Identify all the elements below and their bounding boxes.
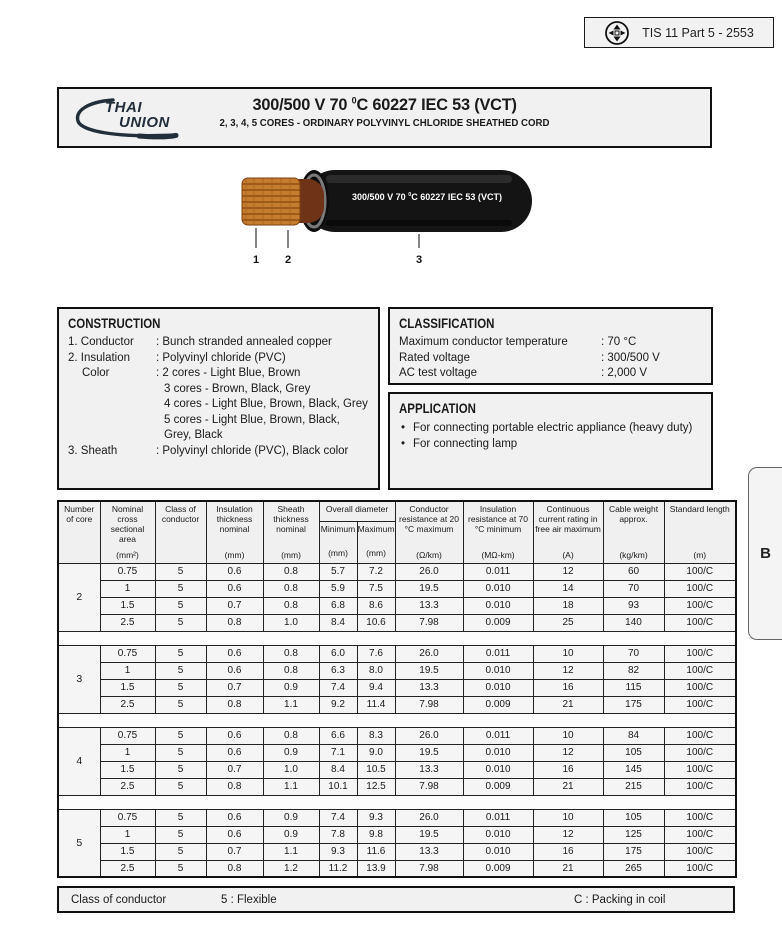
col-header-diameter-max: Maximum (mm)	[357, 521, 395, 563]
data-cell: 16	[533, 761, 603, 778]
data-cell: 0.7	[206, 761, 263, 778]
construction-row	[68, 413, 369, 444]
construction-label: Color	[82, 367, 110, 379]
table-row	[58, 696, 736, 713]
data-cell: 10	[533, 645, 603, 662]
data-cell: 105	[603, 744, 664, 761]
data-cell: 70	[603, 645, 664, 662]
data-cell: 9.0	[357, 744, 395, 761]
data-cell: 19.5	[395, 580, 463, 597]
data-cell: 16	[533, 679, 603, 696]
data-cell: 2.5	[100, 778, 155, 795]
data-cell: 5	[155, 761, 206, 778]
data-cell: 100/C	[664, 696, 736, 713]
data-cell: 0.6	[206, 645, 263, 662]
construction-value: 3 cores - Brown, Black, Grey	[164, 382, 311, 395]
data-cell: 115	[603, 679, 664, 696]
data-cell: 0.75	[100, 563, 155, 580]
construction-value: : Polyvinyl chloride (PVC)	[156, 351, 286, 364]
construction-row	[68, 382, 369, 398]
construction-title: CONSTRUCTION	[68, 315, 161, 331]
data-cell: 5	[155, 696, 206, 713]
spacer-cell	[58, 631, 736, 645]
footer-packing-note: C : Packing in coil	[574, 894, 666, 906]
footer-class-label: Class of conductor	[71, 894, 167, 906]
spacer-row	[58, 713, 736, 727]
data-cell: 21	[533, 860, 603, 877]
table-row	[58, 597, 736, 614]
data-cell: 1.1	[263, 778, 319, 795]
core-group-4	[58, 727, 736, 795]
table-row	[58, 809, 736, 826]
core-count-cell: 5	[58, 809, 100, 877]
data-cell: 6.3	[319, 662, 357, 679]
construction-label	[68, 397, 156, 413]
data-cell: 7.98	[395, 696, 463, 713]
data-cell: 105	[603, 809, 664, 826]
data-cell: 1.1	[263, 843, 319, 860]
data-cell: 21	[533, 778, 603, 795]
data-cell: 100/C	[664, 744, 736, 761]
construction-label	[68, 413, 156, 444]
data-cell: 10.1	[319, 778, 357, 795]
data-cell: 0.009	[463, 860, 533, 877]
data-cell: 11.4	[357, 696, 395, 713]
col-header-sheath-thickness: Sheath thickness nominal (mm)	[263, 501, 319, 563]
spacer-row	[58, 795, 736, 809]
cable-label-1: 1	[252, 254, 260, 266]
construction-box	[57, 307, 380, 490]
construction-label	[68, 382, 156, 398]
data-cell: 13.3	[395, 761, 463, 778]
data-cell: 1.2	[263, 860, 319, 877]
cable-print-text: 300/500 V 70 $^0$C 60227 IEC 53 (VCT)	[351, 192, 503, 204]
construction-value: : Polyvinyl chloride (PVC), Black color	[156, 444, 349, 457]
spacer-cell	[58, 795, 736, 809]
data-cell: 5	[155, 580, 206, 597]
data-cell: 5	[155, 727, 206, 744]
group-spacer	[58, 631, 736, 645]
data-cell: 26.0	[395, 809, 463, 826]
data-cell: 0.010	[463, 826, 533, 843]
logo-text-union: UNION	[119, 114, 170, 131]
construction-value: 5 cores - Light Blue, Brown, Black, Grey, Black	[164, 413, 340, 441]
data-cell: 60	[603, 563, 664, 580]
data-cell: 100/C	[664, 843, 736, 860]
data-cell: 1	[100, 580, 155, 597]
core-group-2	[58, 563, 736, 631]
data-cell: 5	[155, 645, 206, 662]
section-index-letter: B	[760, 545, 771, 562]
table-row	[58, 860, 736, 877]
data-cell: 0.011	[463, 645, 533, 662]
col-header-conductor-resistance: Conductor resistance at 20 °C maximum (Ω/km)	[395, 501, 463, 563]
data-cell: 8.6	[357, 597, 395, 614]
data-cell: 125	[603, 826, 664, 843]
spacer-row	[58, 631, 736, 645]
data-cell: 7.98	[395, 778, 463, 795]
data-cell: 7.98	[395, 614, 463, 631]
col-header-nominal-area: Nominal cross sectional area (mm²)	[100, 501, 155, 563]
data-cell: 7.6	[357, 645, 395, 662]
data-cell: 1	[100, 662, 155, 679]
document-title: 300/500 V 70 $^0$C 60227 IEC 53 (VCT)	[252, 95, 517, 114]
data-cell: 10	[533, 809, 603, 826]
data-cell: 0.009	[463, 778, 533, 795]
data-cell: 12	[533, 826, 603, 843]
construction-value: 4 cores - Light Blue, Brown, Black, Grey	[164, 398, 368, 410]
data-cell: 0.7	[206, 843, 263, 860]
data-cell: 8.0	[357, 662, 395, 679]
data-cell: 10	[533, 727, 603, 744]
data-cell: 0.7	[206, 597, 263, 614]
construction-label: 3. Sheath	[68, 444, 118, 457]
data-cell: 84	[603, 727, 664, 744]
data-cell: 12.5	[357, 778, 395, 795]
data-cell: 19.5	[395, 744, 463, 761]
data-cell: 13.3	[395, 843, 463, 860]
table-row	[58, 843, 736, 860]
classification-row	[399, 366, 702, 382]
data-cell: 8.4	[319, 614, 357, 631]
data-cell: 0.8	[263, 597, 319, 614]
construction-value: : 2 cores - Light Blue, Brown	[156, 367, 301, 379]
data-cell: 1.5	[100, 761, 155, 778]
data-cell: 16	[533, 843, 603, 860]
data-cell: 1.5	[100, 597, 155, 614]
data-cell: 0.9	[263, 809, 319, 826]
cable-label-3: 3	[415, 254, 423, 266]
data-cell: 175	[603, 843, 664, 860]
classification-value: : 70 °C	[601, 336, 637, 348]
data-cell: 26.0	[395, 645, 463, 662]
data-cell: 0.011	[463, 563, 533, 580]
data-cell: 0.75	[100, 645, 155, 662]
data-cell: 9.4	[357, 679, 395, 696]
cable-label-2: 2	[284, 254, 292, 266]
data-cell: 0.010	[463, 597, 533, 614]
application-list	[399, 420, 702, 452]
section-index-tab[interactable]	[748, 467, 782, 640]
data-cell: 0.8	[263, 645, 319, 662]
data-cell: 0.011	[463, 809, 533, 826]
construction-row	[68, 444, 369, 460]
data-cell: 0.8	[263, 662, 319, 679]
data-cell: 7.4	[319, 809, 357, 826]
core-count-cell: 4	[58, 727, 100, 795]
core-count-cell: 2	[58, 563, 100, 631]
data-cell: 6.0	[319, 645, 357, 662]
specification-table	[57, 500, 737, 878]
table-row	[58, 679, 736, 696]
data-cell: 2.5	[100, 696, 155, 713]
table-row	[58, 744, 736, 761]
data-cell: 0.9	[263, 744, 319, 761]
classification-label: Maximum conductor temperature	[399, 336, 568, 348]
data-cell: 7.1	[319, 744, 357, 761]
classification-value: : 2,000 V	[601, 367, 648, 379]
classification-row	[399, 351, 702, 367]
application-item: • For connecting lamp	[399, 436, 702, 452]
data-cell: 0.6	[206, 662, 263, 679]
data-cell: 0.010	[463, 761, 533, 778]
data-cell: 8.4	[319, 761, 357, 778]
data-cell: 7.4	[319, 679, 357, 696]
construction-row	[68, 335, 369, 351]
data-cell: 11.6	[357, 843, 395, 860]
data-cell: 12	[533, 563, 603, 580]
data-cell: 0.010	[463, 843, 533, 860]
table-row	[58, 761, 736, 778]
data-cell: 0.9	[263, 826, 319, 843]
data-cell: 0.75	[100, 727, 155, 744]
core-group-3	[58, 645, 736, 713]
data-cell: 10.6	[357, 614, 395, 631]
data-cell: 0.6	[206, 580, 263, 597]
classification-value: : 300/500 V	[601, 351, 660, 364]
data-cell: 100/C	[664, 761, 736, 778]
construction-label: 1. Conductor	[68, 336, 134, 348]
tis-standard-badge	[584, 17, 774, 48]
table-row	[58, 727, 736, 744]
application-title: APPLICATION	[399, 400, 476, 416]
data-cell: 0.8	[263, 563, 319, 580]
data-cell: 0.6	[206, 744, 263, 761]
title-header-box	[57, 87, 712, 148]
classification-title: CLASSIFICATION	[399, 315, 495, 331]
data-cell: 100/C	[664, 826, 736, 843]
cable-illustration	[236, 166, 546, 271]
data-cell: 0.010	[463, 744, 533, 761]
data-cell: 9.3	[319, 843, 357, 860]
data-cell: 5	[155, 679, 206, 696]
data-cell: 100/C	[664, 580, 736, 597]
spacer-cell	[58, 713, 736, 727]
data-cell: 5	[155, 843, 206, 860]
data-cell: 6.8	[319, 597, 357, 614]
data-cell: 2.5	[100, 860, 155, 877]
table-row	[58, 826, 736, 843]
data-cell: 5	[155, 860, 206, 877]
data-cell: 0.8	[206, 614, 263, 631]
data-cell: 1.5	[100, 843, 155, 860]
construction-value: : Bunch stranded annealed copper	[156, 336, 332, 348]
data-cell: 0.8	[206, 696, 263, 713]
construction-row	[68, 366, 369, 382]
data-cell: 0.8	[206, 778, 263, 795]
data-cell: 13.9	[357, 860, 395, 877]
data-cell: 5.9	[319, 580, 357, 597]
data-cell: 19.5	[395, 826, 463, 843]
data-cell: 265	[603, 860, 664, 877]
data-cell: 9.8	[357, 826, 395, 843]
data-cell: 5	[155, 614, 206, 631]
data-cell: 0.009	[463, 614, 533, 631]
data-cell: 1.5	[100, 679, 155, 696]
data-cell: 0.6	[206, 809, 263, 826]
data-cell: 7.2	[357, 563, 395, 580]
data-cell: 215	[603, 778, 664, 795]
table-row	[58, 778, 736, 795]
construction-row	[68, 397, 369, 413]
col-header-class: Class of conductor	[155, 501, 206, 563]
footer-class-value: 5 : Flexible	[221, 894, 277, 906]
data-cell: 5	[155, 826, 206, 843]
data-cell: 9.3	[357, 809, 395, 826]
data-cell: 5	[155, 662, 206, 679]
data-cell: 0.009	[463, 696, 533, 713]
col-header-standard-length: Standard length (m)	[664, 501, 736, 563]
logo-text-thai: THAI	[105, 99, 142, 116]
tis-standard-number: TIS 11 Part 5 - 2553	[642, 25, 754, 40]
data-cell: 6.6	[319, 727, 357, 744]
data-cell: 0.8	[206, 860, 263, 877]
data-cell: 5.7	[319, 563, 357, 580]
col-header-overall-diameter: Overall diameter	[319, 501, 395, 521]
data-cell: 0.8	[263, 580, 319, 597]
data-cell: 82	[603, 662, 664, 679]
data-cell: 0.6	[206, 826, 263, 843]
cable-drawing	[236, 166, 546, 271]
construction-row	[68, 351, 369, 367]
data-cell: 93	[603, 597, 664, 614]
data-cell: 1.0	[263, 761, 319, 778]
data-cell: 0.9	[263, 679, 319, 696]
core-group-5	[58, 809, 736, 877]
data-cell: 0.6	[206, 727, 263, 744]
data-cell: 100/C	[664, 860, 736, 877]
data-cell: 7.5	[357, 580, 395, 597]
data-cell: 5	[155, 597, 206, 614]
application-box	[388, 392, 713, 490]
data-cell: 13.3	[395, 597, 463, 614]
data-cell: 12	[533, 662, 603, 679]
data-cell: 21	[533, 696, 603, 713]
data-cell: 0.7	[206, 679, 263, 696]
data-cell: 1.0	[263, 614, 319, 631]
footer-legend	[57, 886, 735, 913]
core-count-cell: 3	[58, 645, 100, 713]
construction-rows	[68, 335, 369, 459]
data-cell: 12	[533, 744, 603, 761]
classification-rows	[399, 335, 702, 382]
classification-box	[388, 307, 713, 385]
data-cell: 2.5	[100, 614, 155, 631]
data-cell: 0.75	[100, 809, 155, 826]
data-cell: 100/C	[664, 809, 736, 826]
data-cell: 0.6	[206, 563, 263, 580]
data-cell: 7.98	[395, 860, 463, 877]
data-cell: 70	[603, 580, 664, 597]
data-cell: 100/C	[664, 778, 736, 795]
data-cell: 1.1	[263, 696, 319, 713]
table-row	[58, 563, 736, 580]
data-cell: 0.8	[263, 727, 319, 744]
document-subtitle: 2, 3, 4, 5 CORES - ORDINARY POLYVINYL CHLORIDE SHEATHED CORD	[219, 117, 550, 129]
data-cell: 0.010	[463, 580, 533, 597]
table-header	[58, 501, 736, 563]
data-cell: 100/C	[664, 645, 736, 662]
data-cell: 26.0	[395, 563, 463, 580]
data-cell: 25	[533, 614, 603, 631]
col-header-insulation-thickness: Insulation thickness nominal (mm)	[206, 501, 263, 563]
classification-label: Rated voltage	[399, 351, 470, 364]
data-cell: 11.2	[319, 860, 357, 877]
data-cell: 0.010	[463, 679, 533, 696]
col-header-diameter-min: Minimum (mm)	[319, 521, 357, 563]
col-header-number-of-core: Number of core	[58, 501, 100, 563]
data-cell: 140	[603, 614, 664, 631]
data-cell: 100/C	[664, 727, 736, 744]
data-cell: 5	[155, 778, 206, 795]
data-cell: 175	[603, 696, 664, 713]
data-cell: 0.011	[463, 727, 533, 744]
data-cell: 14	[533, 580, 603, 597]
data-cell: 100/C	[664, 662, 736, 679]
col-header-insulation-resistance: Insulation resistance at 70 °C minimum (MΩ-km)	[463, 501, 533, 563]
data-cell: 8.3	[357, 727, 395, 744]
data-cell: 5	[155, 809, 206, 826]
data-cell: 18	[533, 597, 603, 614]
data-cell: 100/C	[664, 614, 736, 631]
data-cell: 19.5	[395, 662, 463, 679]
classification-row	[399, 335, 702, 351]
data-cell: 100/C	[664, 597, 736, 614]
table-row	[58, 662, 736, 679]
data-cell: 26.0	[395, 727, 463, 744]
data-cell: 5	[155, 744, 206, 761]
data-cell: 1	[100, 744, 155, 761]
tis-mark-icon	[604, 20, 630, 46]
data-cell: 145	[603, 761, 664, 778]
table-row	[58, 645, 736, 662]
data-cell: 9.2	[319, 696, 357, 713]
construction-label: 2. Insulation	[68, 351, 131, 364]
classification-label: AC test voltage	[399, 367, 477, 379]
data-cell: 100/C	[664, 563, 736, 580]
data-cell: 13.3	[395, 679, 463, 696]
data-cell: 10.5	[357, 761, 395, 778]
application-item: • For connecting portable electric appliance (heavy duty)	[399, 420, 702, 436]
data-cell: 0.010	[463, 662, 533, 679]
document-title-block	[59, 95, 710, 129]
data-cell: 5	[155, 563, 206, 580]
data-cell: 1	[100, 826, 155, 843]
col-header-cable-weight: Cable weight approx. (kg/km)	[603, 501, 664, 563]
group-spacer	[58, 713, 736, 727]
data-cell: 100/C	[664, 679, 736, 696]
group-spacer	[58, 795, 736, 809]
table-row	[58, 614, 736, 631]
data-cell: 7.8	[319, 826, 357, 843]
col-header-current-rating: Continuous current rating in free air maximum (A)	[533, 501, 603, 563]
table-row	[58, 580, 736, 597]
